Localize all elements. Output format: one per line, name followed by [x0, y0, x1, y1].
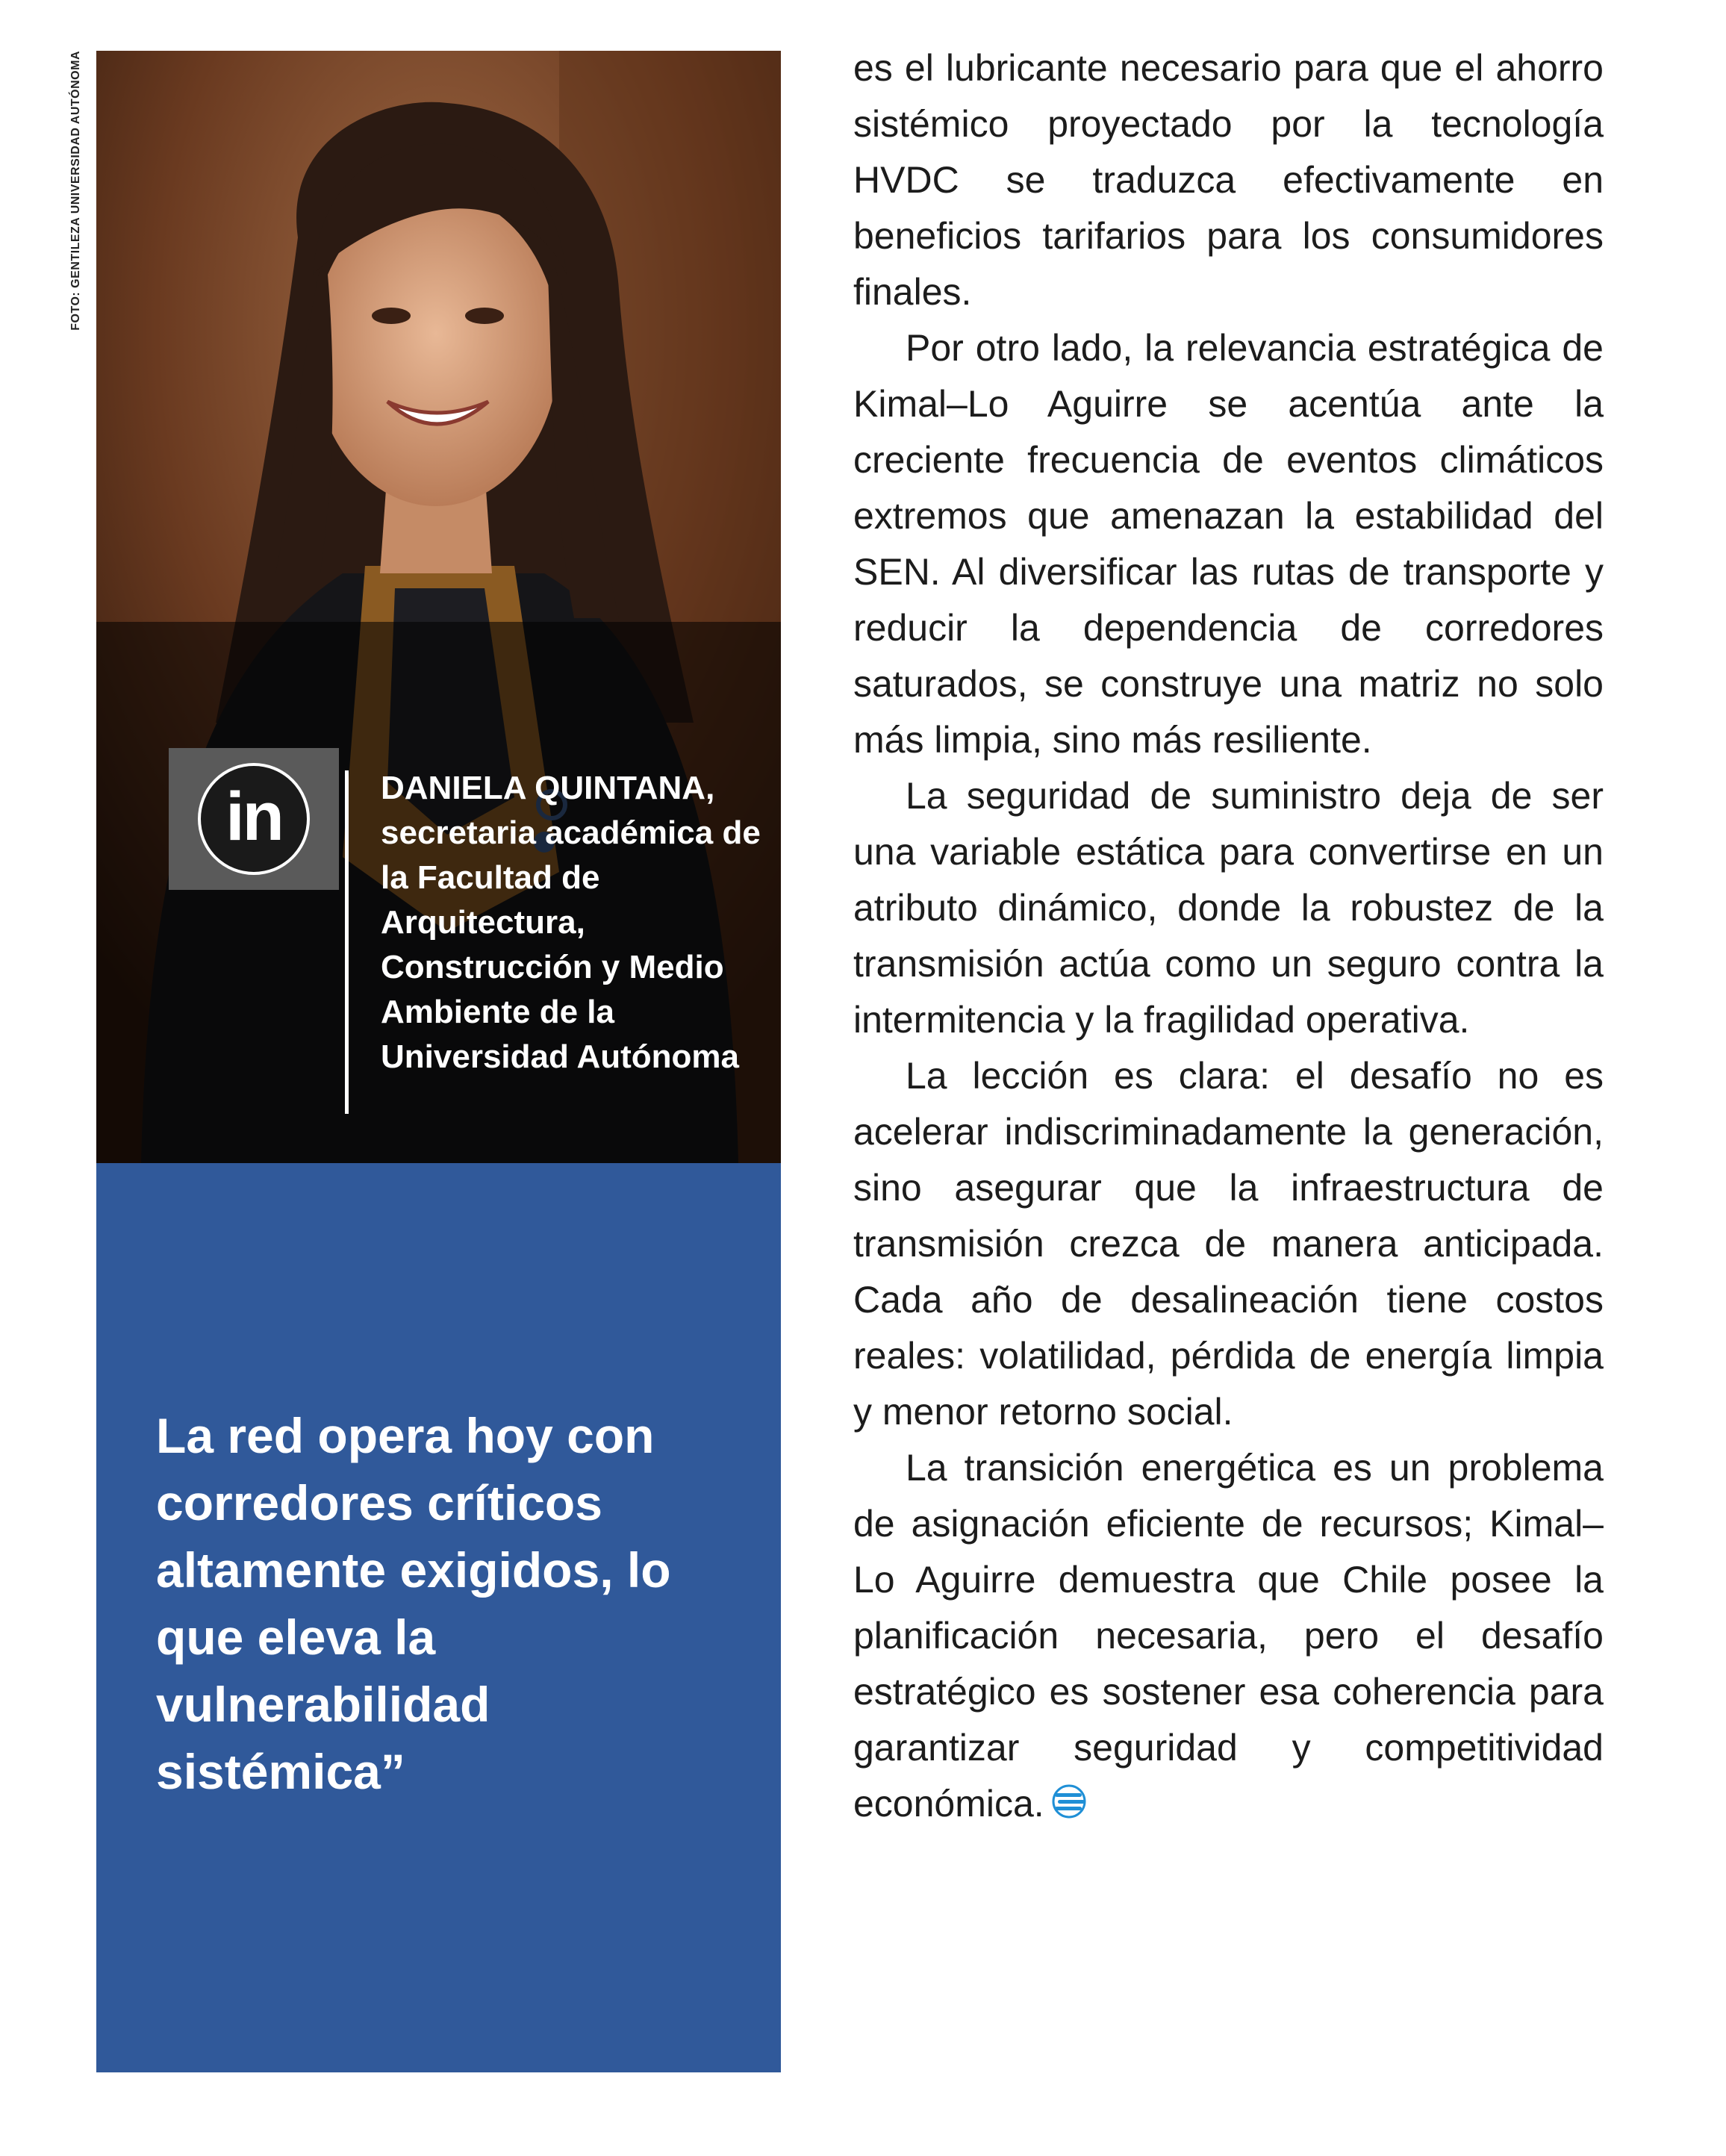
article-paragraph: Por otro lado, la relevancia estratégica de Kimal–Lo Aguirre se acentúa ante la creciente frecuencia de eventos climáticos extremos que amenazan la estabilidad del SEN. Al diversificar las rutas de transporte y reducir la dependencia de corredores saturados, se construye una matriz no solo más limpia, sino más resiliente.: [853, 327, 1604, 761]
article-paragraph-last: [853, 1440, 1604, 1832]
article-paragraph: La seguridad de suministro deja de ser una variable estática para convertirse en un atributo dinámico, donde la robustez de la transmisión actúa como un seguro contra la intermitencia y la fragilidad operativa.: [853, 775, 1604, 1041]
article-paragraph-text: La transición energética es un problema de asignación eficiente de recursos; Kimal–Lo Aguirre demuestra que Chile posee la planificación necesaria, pero el desafío estratégico es sostener esa coherencia para garantizar seguridad y competitividad económica.: [853, 1447, 1604, 1825]
pull-quote: La red opera hoy con corredores críticos altamente exigidos, lo que eleva la vulnerabilidad sistémica”: [156, 1408, 671, 1799]
photo-caption: [381, 766, 776, 1079]
linkedin-badge: [169, 748, 339, 890]
caption-name: DANIELA QUINTANA,: [381, 770, 715, 806]
linkedin-icon: in: [198, 763, 310, 875]
photo-credit: FOTO: GENTILEZA UNIVERSIDAD AUTÓNOMA: [69, 51, 82, 331]
publication-end-mark-icon: [1050, 1783, 1088, 1819]
article-paragraph: La lección es clara: el desafío no es acelerar indiscriminadamente la generación, sino asegurar que la infraestructura de transmisión crezca de manera anticipada. Cada año de desalineación tiene costos reales: volatilidad, pérdida de energía limpia y menor retorno social.: [853, 1055, 1604, 1433]
article-body: [853, 40, 1604, 1832]
caption-divider: [345, 770, 349, 1114]
article-paragraph: es el lubricante necesario para que el ahorro sistémico proyectado por la tecnología HVDC se traduzca efectivamente en beneficios tarifarios para los consumidores finales.: [853, 47, 1604, 313]
pull-quote-box: [96, 1163, 781, 2072]
caption-role: secretaria académica de la Facultad de Arquitectura, Construcción y Medio Ambiente de la Universidad Autónoma: [381, 814, 761, 1075]
